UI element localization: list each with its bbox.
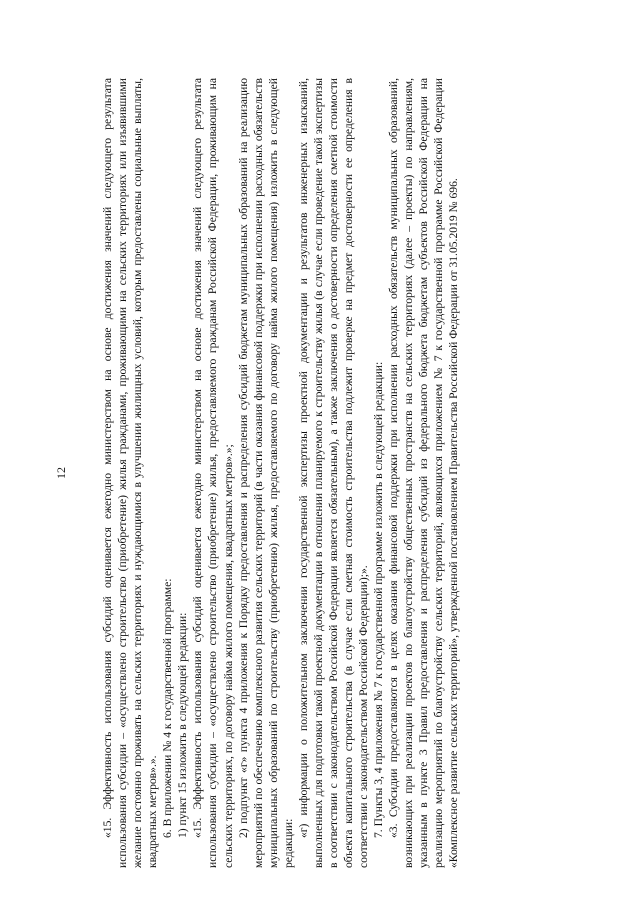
paragraph-6: «г) информации о положительном заключении государственной экспертизы проектной документации и результатов инженерных изысканий, выполненных для подготовки такой проектной документации в отношении планируемого к строительству жилья (в случае если проведение такой экспертизы в соответствии с законодательством Российской Федерации является обязательным), а также заключения о достоверности определения сметной стоимости объекта капитального строительства (в случае если сметная стоимость строительства подлежит проверке на предмет достоверности ее определения в соответствии с законодательством Российской Федерации);».	[296, 78, 371, 868]
rotated-text-block	[54, 78, 500, 868]
paragraph-2: 6. В приложении № 4 к государственной программе:	[161, 578, 175, 838]
paragraph-1: «15. Эффективность использования субсидий оценивается ежегодно министерством на основе достижения значений следующего результата использования субсидии – «осуществлено строительство (приобретение) жилья гражданами, проживающими на сельских территориях или изъявившими желание постоянно проживать на сельских территориях и нуждающимися в улучшении жилищных условий, которым предоставлены социальные выплаты, квадратных метров».».	[101, 78, 160, 868]
page-number: 12	[54, 467, 68, 479]
paragraph-5: 2) подпункт «г» пункта 4 приложения к Порядку предоставления и распределения субсидий бюджетам муниципальных образований на реализацию мероприятий по обеспечению комплексного развития сельских территорий (в части оказания финансовой поддержки при исполнении расходных обязательств муниципальных образований по строительству (приобретению) жилья, предоставляемого по договору найма жилого помещения) изложить в следующей редакции:	[236, 78, 295, 868]
paragraph-4: «15. Эффективность использования субсидий оценивается ежегодно министерством на основе достижения значений следующего результата использования субсидии – «осуществлено строительство (приобретение) жилья, предоставляемого гражданам Российской Федерации, проживающим на сельских территориях, по договору найма жилого помещения, квадратных метров».»;	[191, 78, 235, 868]
paragraph-3: 1) пункт 15 изложить в следующей редакции:	[176, 612, 190, 838]
paragraph-7: 7. Пункты 3, 4 приложения № 7 к государственной программе изложить в следующей редакции:	[372, 361, 386, 838]
paragraph-8: «3. Субсидии предоставляются в целях оказания финансовой поддержки при исполнении расходных обязательств муниципальных образований, возникающих при реализации проектов по благоустройству общественных пространств на сельских территориях (далее – проекты) по направлениям, указанным в пункте 3 Правил предоставления и распределения субсидий из федерального бюджета бюджетам субъектов Российской Федерации на реализацию мероприятий по благоустройству сельских территорий, являющихся приложением № 7 к государственной программе Российской Федерации «Комплексное развитие сельских территорий», утвержденной постановлением Правительства Российской Федерации от 31.05.2019 № 696.	[387, 78, 461, 868]
